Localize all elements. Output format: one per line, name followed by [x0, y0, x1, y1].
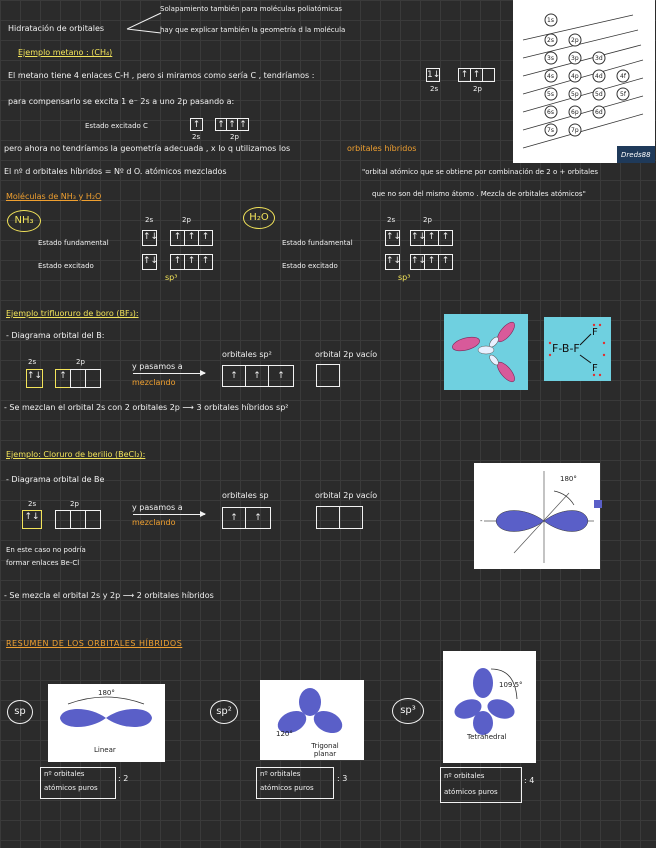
nh3-exc-2p-2: ↑ — [184, 254, 199, 270]
h2o-fund-2p-2: ↑ — [424, 230, 439, 246]
bf3-conclusion: - Se mezclan el orbital 2s con 2 orbitales 2p ⟶ 3 orbitales híbridos sp² — [4, 403, 289, 412]
svg-text:6s: 6s — [547, 109, 554, 116]
branch-arrows — [125, 5, 165, 45]
h2o-sp3-label: sp³ — [398, 273, 411, 282]
h2o-2p-label: 2p — [423, 216, 432, 224]
becl2-conclusion: - Se mezcla el orbital 2s y 2p ⟶ 2 orbitales híbridos — [4, 591, 214, 600]
becl2-note-1: En este caso no podría — [6, 546, 86, 554]
nh3-exc-label: Estado excitado — [38, 262, 94, 270]
resumen-sp-image — [48, 684, 165, 762]
metano-c-2p-1: ↑ — [458, 68, 471, 82]
bf3-2p-cell-2 — [70, 369, 86, 388]
svg-text:2s: 2s — [547, 37, 554, 44]
nh3-exc-2s: ↑↓ — [142, 254, 157, 270]
orbitales-hibridos-term: orbitales híbridos — [347, 144, 417, 153]
becl2-empty-2p-box-2 — [339, 506, 363, 529]
resumen-title: RESUMEN DE LOS ORBITALES HÍBRIDOS — [6, 639, 183, 648]
svg-text:5p: 5p — [571, 91, 579, 98]
resumen-sp3-angle: 109.5° — [499, 681, 523, 689]
svg-text:3d: 3d — [595, 55, 603, 62]
nh3-exc-2p-1: ↑ — [170, 254, 185, 270]
metano-excitado: Estado excitado C — [85, 122, 148, 130]
bf3-title: Ejemplo trifluoruro de boro (BF₃): — [6, 309, 139, 318]
becl2-sp-cell-1: ↑ — [222, 507, 246, 529]
h2o-fund-2s: ↑↓ — [385, 230, 400, 246]
aufbau-diagram — [513, 0, 655, 163]
bf3-sp2-cell-1: ↑ — [222, 365, 246, 387]
becl2-sp-cell-2: ↑ — [245, 507, 271, 529]
svg-text:5s: 5s — [547, 91, 554, 98]
resumen-sp3-image — [443, 651, 536, 763]
metano-exc-2p-label: 2p — [230, 133, 239, 141]
bf3-sp2-cell-2: ↑ — [245, 365, 269, 387]
becl2-2s-label: 2s — [28, 500, 37, 508]
nh3-badge: NH₃ — [7, 210, 41, 232]
bf3-2p-label: 2p — [76, 358, 85, 366]
metano-exc-2s: ↑ — [190, 118, 203, 131]
h2o-exc-2s: ↑↓ — [385, 254, 400, 270]
svg-text:5d: 5d — [595, 91, 603, 98]
metano-2p-label: 2p — [473, 85, 482, 93]
nh3-fund-2p-2: ↑ — [184, 230, 199, 246]
svg-text:2p: 2p — [571, 37, 579, 44]
h2o-fund-2p-1: ↑↓ — [410, 230, 425, 246]
bf3-2s-cell: ↑↓ — [26, 369, 43, 388]
bf3-lewis-image — [544, 317, 611, 381]
resumen-sp-shape: Linear — [94, 746, 116, 754]
resumen-sp3-count: : 4 — [524, 776, 535, 785]
bf3-lewis-text: F-B-F — [552, 342, 580, 355]
metano-2s-label: 2s — [430, 85, 439, 93]
becl2-orb-sp-label: orbitales sp — [222, 491, 269, 500]
definicion-1: "orbital atómico que se obtiene por combinación de 2 o + orbitales — [362, 168, 599, 176]
resumen-sp3-count-label-1: nº orbitales — [444, 772, 485, 780]
bf3-orb-sp2-label: orbitales sp² — [222, 350, 272, 359]
svg-text:-: - — [480, 517, 483, 525]
metano-exc-2p-3: ↑ — [237, 118, 249, 131]
nh3-2p-label: 2p — [182, 216, 191, 224]
becl2-2p-cell-3 — [85, 510, 101, 529]
metano-c-2p-3 — [482, 68, 495, 82]
svg-text:4d: 4d — [595, 73, 603, 80]
h2o-exc-2p-1: ↑↓ — [410, 254, 425, 270]
h2o-fund-label: Estado fundamental — [282, 239, 353, 247]
becl2-arrow — [133, 514, 205, 515]
svg-text:6p: 6p — [571, 109, 579, 116]
svg-text:7p: 7p — [571, 127, 579, 134]
resumen-sp2-count: : 3 — [337, 774, 348, 783]
metano-exc-2p-2: ↑ — [226, 118, 238, 131]
resumen-sp3-count-label-2: atómicos puros — [444, 788, 498, 796]
resumen-sp-count: : 2 — [118, 774, 129, 783]
h2o-2s-label: 2s — [387, 216, 396, 224]
bf3-2p-cell-3 — [85, 369, 101, 388]
bf3-orb-2p-label: orbital 2p vacío — [315, 350, 378, 359]
resumen-sp2-angle: 120° — [276, 730, 293, 738]
metano-p4: El nº d orbitales híbridos = Nº d O. atómicos mezclados — [4, 167, 227, 176]
becl2-pasamos: y pasamos a — [132, 503, 183, 512]
resumen-sp2-image — [260, 680, 364, 760]
nh3-exc-2p-3: ↑ — [198, 254, 213, 270]
h2o-exc-label: Estado excitado — [282, 262, 338, 270]
metano-c-2p-2: ↑ — [470, 68, 483, 82]
metano-exc-2p-1: ↑ — [215, 118, 227, 131]
becl2-orb-2p-label: orbital 2p vacío — [315, 491, 378, 500]
svg-text:F: F — [592, 327, 598, 338]
becl2-title: Ejemplo: Cloruro de berilio (BeCl₂): — [6, 450, 146, 459]
resumen-sp3-badge: sp³ — [392, 698, 424, 724]
definicion-2: que no son del mismo átomo . Mezcla de orbitales atómicos" — [372, 190, 586, 198]
resumen-sp-count-label-1: nº orbitales — [44, 770, 85, 778]
becl2-orbital-image — [474, 463, 600, 569]
aufbau-credit: Dreds88 — [621, 151, 651, 159]
nh3-2s-label: 2s — [145, 216, 154, 224]
svg-text:F: F — [592, 363, 598, 374]
metano-exc-2s-label: 2s — [192, 133, 201, 141]
resumen-sp3-shape: Tetrahedral — [467, 733, 507, 741]
svg-text:6d: 6d — [595, 109, 603, 116]
nh3-fund-label: Estado fundamental — [38, 239, 109, 247]
svg-text:5f: 5f — [620, 91, 626, 98]
becl2-angle: 180° — [560, 475, 577, 483]
svg-text:3s: 3s — [547, 55, 554, 62]
becl2-note-2: formar enlaces Be-Cl — [6, 559, 80, 567]
svg-text:4p: 4p — [571, 73, 579, 80]
becl2-2p-cell-1 — [55, 510, 71, 529]
becl2-2p-cell-2 — [70, 510, 86, 529]
header-line-1: Solapamiento también para moléculas poliatómicas — [160, 5, 343, 13]
h2o-badge: H₂O — [243, 207, 275, 229]
resumen-sp2-count-label-2: atómicos puros — [260, 784, 314, 792]
metano-p3: pero ahora no tendríamos la geometría adecuada , x lo q utilizamos los — [4, 144, 291, 153]
metano-title: Ejemplo metano : (CH₄) — [18, 48, 113, 57]
nh3-h2o-title: Moléculas de NH₃ y H₂O — [6, 192, 102, 201]
bf3-arrow — [133, 373, 205, 374]
bf3-empty-2p-box — [316, 364, 340, 387]
svg-text:1s: 1s — [547, 17, 554, 24]
metano-c-2s: 1↓ — [427, 70, 441, 80]
resumen-sp2-badge: sp² — [210, 700, 238, 724]
resumen-sp-count-label-2: atómicos puros — [44, 784, 98, 792]
bf3-pasamos: y pasamos a — [132, 362, 183, 371]
resumen-sp-angle: 180° — [98, 689, 115, 697]
resumen-sp-badge: sp — [7, 700, 33, 724]
h2o-fund-2p-3: ↑ — [438, 230, 453, 246]
becl2-mezclando: mezclando — [132, 518, 176, 527]
nh3-sp3-label: sp³ — [165, 273, 178, 282]
svg-text:7s: 7s — [547, 127, 554, 134]
becl2-diagram-label: - Diagrama orbital de Be — [6, 475, 105, 484]
h2o-exc-2p-3: ↑ — [438, 254, 453, 270]
metano-p1: El metano tiene 4 enlaces C-H , pero si miramos como sería C , tendríamos : — [8, 71, 315, 80]
bf3-sp2-cell-3: ↑ — [268, 365, 294, 387]
svg-text:3p: 3p — [571, 55, 579, 62]
bf3-2p-cell-1: ↑ — [55, 369, 71, 388]
becl2-2s-cell: ↑↓ — [22, 510, 42, 529]
bf3-2s-label: 2s — [28, 358, 37, 366]
svg-text:4s: 4s — [547, 73, 554, 80]
nh3-fund-2p-3: ↑ — [198, 230, 213, 246]
becl2-empty-2p-box-1 — [316, 506, 340, 529]
nh3-fund-2s: ↑↓ — [142, 230, 157, 246]
metano-p2: para compensarlo se excita 1 e⁻ 2s a uno 2p pasando a: — [8, 97, 235, 106]
becl2-marker — [594, 500, 602, 508]
svg-text:4f: 4f — [620, 73, 626, 80]
header-line-2: hay que explicar también la geometría d la molécula — [160, 26, 346, 34]
bf3-mezclando: mezclando — [132, 378, 176, 387]
resumen-sp2-shape: Trigonal planar — [311, 742, 339, 758]
hibridacion-title: Hidratación de orbitales — [8, 24, 105, 33]
resumen-sp2-count-label-1: nº orbitales — [260, 770, 301, 778]
bf3-orbital-image — [444, 314, 528, 390]
nh3-fund-2p-1: ↑ — [170, 230, 185, 246]
becl2-2p-label: 2p — [70, 500, 79, 508]
h2o-exc-2p-2: ↑ — [424, 254, 439, 270]
bf3-diagram-label: - Diagrama orbital del B: — [6, 331, 105, 340]
